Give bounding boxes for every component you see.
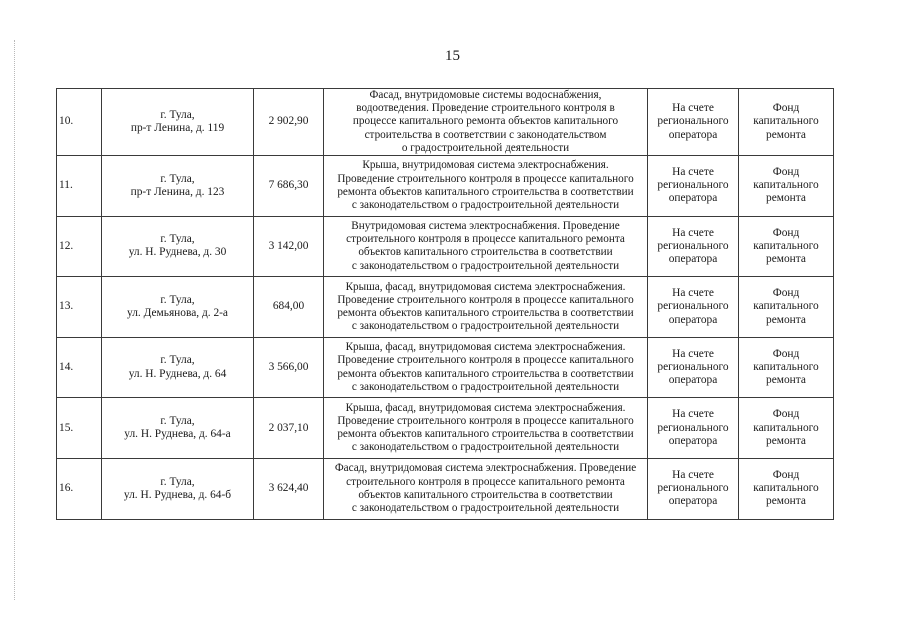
row-number: 16. (59, 482, 74, 495)
account-owner-line: На счете (672, 102, 714, 115)
row-number-cell (57, 277, 102, 338)
works-line: Крыша, внутридомовая система электроснабжения. (362, 159, 609, 172)
row-number: 12. (59, 239, 74, 252)
works-line: с законодательством о градостроительной деятельности (351, 501, 620, 514)
funding-source-line: капитального (753, 300, 819, 313)
table-row (57, 89, 834, 156)
funding-source-line: капитального (753, 179, 819, 192)
address-street: ул. Н. Руднева, д. 30 (128, 246, 227, 259)
address-city: г. Тула, (160, 108, 195, 121)
cost-cell (254, 89, 324, 156)
funding-source-line: Фонд (772, 347, 800, 360)
address-cell (102, 458, 254, 519)
table-row (57, 458, 834, 519)
funding-source-cell (739, 458, 834, 519)
account-owner-line: регионального (657, 482, 729, 495)
account-owner-line: На счете (672, 408, 714, 421)
account-owner-line: оператора (668, 128, 718, 141)
account-owner-line: регионального (657, 360, 729, 373)
account-owner-line: регионального (657, 239, 729, 252)
funding-source-line: ремонта (766, 495, 806, 508)
works-line: ремонта объектов капитального строительства в соответствии (337, 307, 634, 319)
table-row (57, 398, 834, 459)
account-owner-cell (648, 277, 739, 338)
works-line: Внутридомовая система электроснабжения. Проведение (351, 220, 620, 232)
cost-value: 7 686,30 (268, 179, 309, 192)
works-line: с законодательством о градостроительной деятельности (351, 199, 620, 212)
funding-source-cell (739, 156, 834, 217)
row-number-cell (57, 156, 102, 217)
cost-cell (254, 337, 324, 398)
account-owner-line: оператора (668, 253, 718, 265)
address-street: ул. Демьянова, д. 2-а (127, 307, 228, 319)
works-description-cell (324, 398, 648, 459)
address-city: г. Тула, (160, 354, 195, 367)
cost-value: 2 037,10 (268, 421, 309, 434)
scan-margin-marks (14, 40, 17, 600)
account-owner-line: регионального (657, 179, 729, 192)
works-line: Крыша, фасад, внутридомовая система электроснабжения. (345, 341, 626, 354)
address-cell (102, 398, 254, 459)
works-description-cell (324, 458, 648, 519)
works-line: строительного контроля в процессе капитального ремонта (346, 233, 625, 246)
account-owner-cell (648, 458, 739, 519)
address-street: ул. Н. Руднева, д. 64-б (123, 488, 232, 501)
works-line: с законодательством о градостроительной деятельности (351, 380, 620, 393)
funding-source-line: Фонд (772, 226, 800, 239)
works-line: с законодательством о градостроительной деятельности (351, 441, 620, 454)
works-line: Крыша, фасад, внутридомовая система электроснабжения. (345, 280, 626, 293)
cost-cell (254, 216, 324, 277)
works-line: ремонта объектов капитального строительства в соответствии (337, 185, 634, 198)
address-cell (102, 216, 254, 277)
works-line: строительства в соответствии с законодательством (364, 128, 607, 141)
table-row (57, 216, 834, 277)
funding-source-line: капитального (753, 360, 819, 373)
cost-value: 3 566,00 (268, 360, 309, 373)
funding-source-line: Фонд (772, 166, 800, 178)
funding-source-line: капитального (753, 115, 819, 128)
works-line: о градостроительной деятельности (401, 141, 570, 154)
account-owner-line: регионального (657, 421, 729, 434)
works-line: Фасад, внутридомовая система электроснабжения. Проведение (334, 462, 637, 475)
funding-source-cell (739, 337, 834, 398)
cost-cell (254, 398, 324, 459)
cost-cell (254, 458, 324, 519)
works-line: Проведение строительного контроля в процессе капитального (337, 414, 634, 427)
works-line: Фасад, внутридомовые системы водоснабжения, (369, 89, 602, 101)
address-street: пр-т Ленина, д. 123 (130, 185, 225, 198)
cost-cell (254, 277, 324, 338)
works-line: Крыша, фасад, внутридомовая система электроснабжения. (345, 401, 626, 414)
funding-source-line: капитального (753, 239, 819, 252)
funding-source-line: капитального (753, 482, 819, 495)
account-owner-cell (648, 89, 739, 156)
works-line: с законодательством о градостроительной деятельности (351, 320, 620, 333)
funding-source-line: ремонта (766, 128, 806, 141)
cost-value: 3 624,40 (268, 482, 309, 495)
address-street: ул. Н. Руднева, д. 64 (128, 367, 227, 380)
funding-source-cell (739, 277, 834, 338)
address-city: г. Тула, (160, 414, 195, 427)
funding-source-cell (739, 398, 834, 459)
account-owner-line: На счете (672, 226, 714, 239)
works-line: строительного контроля в процессе капитального ремонта (346, 475, 625, 488)
cost-value: 2 902,90 (268, 115, 309, 128)
account-owner-line: оператора (668, 192, 718, 205)
row-number-cell (57, 458, 102, 519)
account-owner-cell (648, 216, 739, 277)
works-line: ремонта объектов капитального строительства в соответствии (337, 428, 634, 441)
account-owner-line: оператора (668, 434, 718, 447)
works-description-cell (324, 277, 648, 338)
table-row (57, 337, 834, 398)
funding-source-cell (739, 89, 834, 156)
account-owner-line: регионального (657, 115, 729, 128)
table-row (57, 156, 834, 217)
account-owner-line: оператора (668, 374, 718, 387)
account-owner-line: На счете (672, 166, 714, 178)
address-cell (102, 277, 254, 338)
funding-source-line: Фонд (772, 287, 800, 300)
funding-source-line: ремонта (766, 313, 806, 326)
account-owner-line: оператора (668, 495, 718, 508)
address-street: ул. Н. Руднева, д. 64-а (124, 428, 231, 441)
address-city: г. Тула, (160, 233, 195, 246)
account-owner-line: На счете (672, 287, 714, 300)
funding-source-line: капитального (753, 421, 819, 434)
funding-source-line: ремонта (766, 253, 806, 265)
cost-value: 3 142,00 (268, 239, 309, 252)
funding-source-line: ремонта (766, 374, 806, 387)
works-description-cell (324, 216, 648, 277)
funding-source-line: ремонта (766, 192, 806, 205)
works-line: процессе капитального ремонта объектов капитального (352, 115, 619, 128)
row-number-cell (57, 89, 102, 156)
address-street: пр-т Ленина, д. 119 (130, 122, 225, 134)
works-line: водоотведения. Проведение строительного контроля в (356, 102, 615, 115)
account-owner-cell (648, 156, 739, 217)
funding-source-cell (739, 216, 834, 277)
works-line: с законодательством о градостроительной деятельности (351, 259, 620, 272)
works-line: Проведение строительного контроля в процессе капитального (337, 172, 634, 185)
works-line: ремонта объектов капитального строительства в соответствии (337, 367, 634, 380)
works-line: Проведение строительного контроля в процессе капитального (337, 354, 634, 367)
table-body (57, 89, 834, 520)
address-city: г. Тула, (160, 293, 195, 306)
works-description-cell (324, 337, 648, 398)
funding-source-line: Фонд (772, 468, 800, 481)
funding-source-line: Фонд (772, 102, 800, 115)
row-number: 11. (59, 179, 73, 192)
repair-works-table (56, 88, 834, 520)
row-number: 10. (59, 115, 74, 128)
account-owner-cell (648, 398, 739, 459)
works-description-cell (324, 156, 648, 217)
address-city: г. Тула, (160, 172, 195, 185)
funding-source-line: Фонд (772, 408, 800, 421)
account-owner-line: оператора (668, 313, 718, 326)
page-number: 15 (445, 48, 460, 64)
address-city: г. Тула, (160, 475, 195, 488)
table-row (57, 277, 834, 338)
account-owner-line: На счете (672, 468, 714, 481)
address-cell (102, 89, 254, 156)
cost-value: 684,00 (272, 300, 305, 313)
account-owner-line: регионального (657, 300, 729, 313)
works-line: объектов капитального строительства в соответствии (358, 488, 613, 501)
account-owner-line: На счете (672, 347, 714, 360)
works-line: объектов капитального строительства в соответствии (358, 246, 613, 259)
address-cell (102, 337, 254, 398)
row-number-cell (57, 337, 102, 398)
works-description-cell (324, 89, 648, 156)
row-number: 13. (59, 300, 74, 313)
address-cell (102, 156, 254, 217)
account-owner-cell (648, 337, 739, 398)
row-number-cell (57, 216, 102, 277)
funding-source-line: ремонта (766, 434, 806, 447)
row-number-cell (57, 398, 102, 459)
row-number: 14. (59, 360, 74, 373)
works-line: Проведение строительного контроля в процессе капитального (337, 293, 634, 306)
row-number: 15. (59, 421, 74, 434)
cost-cell (254, 156, 324, 217)
